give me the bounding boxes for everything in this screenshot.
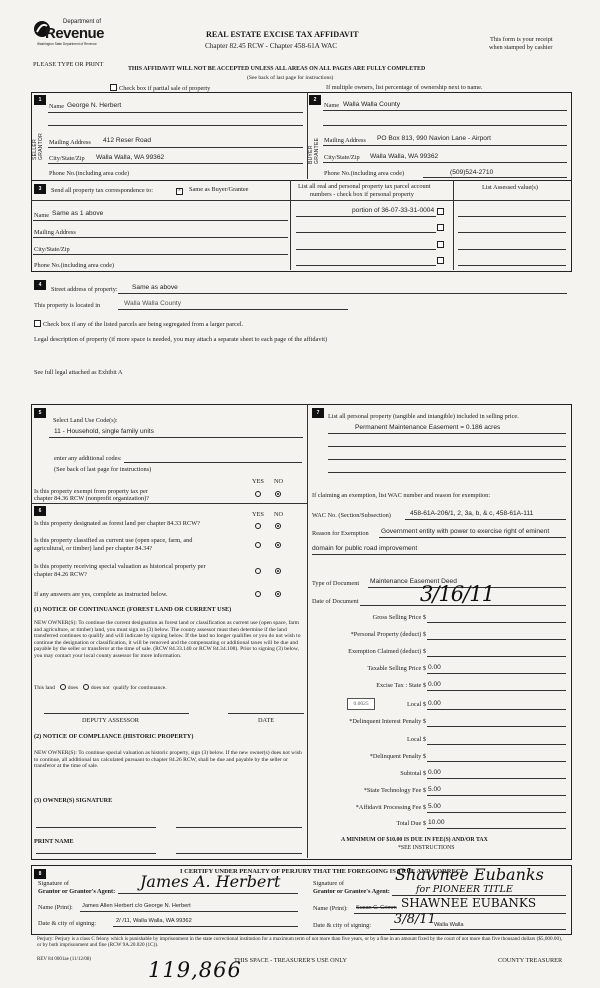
tax-row-underline [427,795,566,796]
grantor-date-label: Date & city of signing: [38,920,97,927]
section-8-marker: 8 [34,869,46,879]
correspondence-city-label: City/State/Zip [34,246,70,253]
compliance-text: NEW OWNER(S): To continue special valuation as historic property, sign (3) below. If the new owner(s) does not wish to continue, all additional tax calculated pursuant to chapter 84.26 RCW, shall be due and payable by the seller or transferor at the time of sale. [34,750,302,770]
print-name-title: PRINT NAME [34,838,74,845]
form-subtitle: Chapter 82.45 RCW - Chapter 458-61A WAC [205,42,338,50]
seller-phone-label: Phone No.(including area code) [49,170,130,177]
street-address-field[interactable]: Same as above [132,284,178,291]
section-2-marker: 2 [309,95,321,105]
tax-row-value[interactable]: 0.00 [428,681,441,688]
document-date-handwritten[interactable]: 3/16/11 [420,582,494,606]
exemption-reason-2[interactable]: domain for public road improvement [312,545,418,552]
certify-statement: I CERTIFY UNDER PENALTY OF PERJURY THAT THE FOREGOING IS TRUE AND CORRECT. [180,868,467,875]
receipt-note-2: when stamped by cashier [489,44,553,51]
partial-sale-label: Check box if partial sale of property [119,85,211,92]
send-correspondence-label: Send all property tax correspondence to: [51,187,153,194]
correspondence-phone-label: Phone No.(including area code) [34,262,115,269]
forest-land-question: Is this property designated as forest land per chapter 84.33 RCW? [34,520,200,527]
wac-label: WAC No. (Section/Subsection) [312,512,391,519]
exemption-reason-label: Reason for Exemption [312,530,369,537]
tax-row-value[interactable]: 0.00 [428,664,441,671]
grantee-date-label: Date & city of signing: [313,922,372,929]
tax-row-label: Local $ [406,701,426,708]
tax-row-underline [427,656,566,657]
partial-sale-checkbox[interactable] [110,84,117,91]
continuance-land-row [34,683,167,691]
grantor-name-field[interactable]: James Allen Herbert c/o George N. Herbert [82,903,191,909]
land-use-see-back: (See back of last page for instructions) [54,466,152,473]
forest-yes-radio[interactable] [255,523,261,529]
segregated-label: Check box if any of the listed parcels are being segregated from a larger parcel. [43,321,244,328]
historic-question-2: chapter 84.26 RCW? [34,571,87,578]
recording-number-handwritten: 119,866 [148,958,242,982]
seller-mailing-field[interactable]: 412 Reser Road [103,137,152,144]
complete-instruction: If any answers are yes, complete as instructed below. [34,591,168,598]
grantee-date-handwritten[interactable]: 3/8/11 [394,912,436,927]
tax-row-value[interactable]: 5.00 [428,803,441,810]
grantee-signature-note: for PIONEER TITLE [416,884,513,895]
seller-mailing-label: Mailing Address [49,139,91,146]
accounts-header-1: List all real and personal property tax parcel account [298,183,431,190]
complete-yes-radio[interactable] [255,591,261,597]
correspondence-name-label: Name [34,212,50,219]
county-treasurer-label: COUNTY TREASURER [498,957,563,964]
grantor-signature[interactable]: James A. Herbert [140,872,281,891]
complete-no-radio[interactable] [275,591,281,597]
grantee-name-struck: Susan C. Grimm [356,905,397,911]
section-1-marker: 1 [34,95,46,105]
buyer-side-label: BUYER GRANTEE [308,137,320,164]
tax-row-value[interactable]: 0.00 [428,700,441,707]
personal-property-label: List all personal property (tangible and intangible) included in selling price. [328,413,519,420]
grantor-sig-label-2: Grantor or Grantor's Agent: [38,888,116,895]
multiple-owners-note: If multiple owners, list percentage of ownership next to name. [326,84,483,91]
continuance-text: NEW OWNER(S): To continue the current designation as forest land or classification as current use (open space, farm and agriculture, or timber) land, you must sign on (3) below. The county assessor must then determine if the land transferred continues to qualify and will indicate by signing below. If the land no longer qualifies or you do not wish to continue the designation or classification, it will be removed and the compensating or additional taxes will be due and payable by the seller or transferor at the time of sale. (RCW 84.33.140 or RCW 84.34.108). Prior to signing (3) below, you may contact your local county assessor for more information. [34,620,301,659]
buyer-phone-field[interactable]: (509)524-2710 [450,169,494,176]
tax-row-label: Excise Tax : State $ [376,682,426,689]
designation-yes-header: YES [252,511,264,518]
see-instructions-note: *SEE INSTRUCTIONS [398,845,455,851]
tax-row-underline [427,778,566,779]
assessor-date-label: DATE [258,717,275,724]
receipt-note-1: This form is your receipt [490,36,553,43]
section-4-marker: 4 [34,280,46,290]
grantee-name-handwritten[interactable]: SHAWNEE EUBANKS [401,896,537,910]
designation-no-header: NO [274,511,284,518]
document-type-field[interactable]: Maintenance Easement Deed [370,578,457,585]
does-not-radio[interactable] [83,684,89,690]
seller-city-field[interactable]: Walla Walla, WA 99362 [96,154,165,161]
section-5-marker: 5 [34,408,46,418]
tax-row-label: Taxable Selling Price $ [367,665,426,672]
seller-city-label: City/State/Zip [49,155,85,162]
buyer-mailing-label: Mailing Address [324,137,366,144]
exemption-reason-1[interactable]: Government entity with power to exercise right of eminent [381,528,550,535]
tax-row-label: *Affidavit Processing Fee $ [355,804,426,811]
tax-row-underline [427,709,566,710]
exempt-no-header: NO [274,478,284,485]
perjury-notice [37,936,567,948]
tax-row-label: Exemption Claimed (deduct) $ [348,648,426,655]
form-title: REAL ESTATE EXCISE TAX AFFIDAVIT [206,30,359,39]
logo-tagline: Washington State Department of Revenue [37,42,97,46]
exempt-yes-radio[interactable] [255,491,261,497]
same-as-buyer-row[interactable] [176,186,248,195]
tax-row-value[interactable]: 0.00 [428,769,441,776]
tax-row-label: Gross Selling Price $ [372,614,426,621]
section-3-marker: 3 [34,184,46,194]
legal-description-label: Legal description of property (if more space is needed, you may attach a separate sheet to each page of the affidavit) [34,336,328,343]
please-type: PLEASE TYPE OR PRINT [33,61,104,68]
exemption-claim-label: If claiming an exemption, list WAC number and reason for exemption: [312,492,491,499]
rev-code: REV 84 0001ae (11/12/08) [37,957,92,962]
tax-row-underline [427,622,566,623]
located-in-label: This property is located in [34,302,101,309]
this-land-label: This land [34,685,55,691]
does-radio[interactable] [60,684,66,690]
buyer-name-field[interactable]: Walla Walla County [343,101,401,108]
exempt-question-1: Is this property exempt from property tax per [34,488,148,495]
grantor-sig-label-1: Signature of [38,880,69,887]
current-use-yes-radio[interactable] [255,542,261,548]
personal-property-field[interactable]: Permanent Maintenance Easement = 0.186 acres [355,424,501,431]
exempt-yes-header: YES [252,478,264,485]
does-label: does [67,685,79,691]
historic-yes-radio[interactable] [255,568,261,574]
perjury-text: Perjury: Perjury is a class C felony which is punishable by imprisonment in the state correctional institution for a maximum term of not more than five years, or by a fine in an amount fixed by the court of not more than five thousand dollars ($5,000.00), or by both imprisonment and fine (RCW 9A.20.020 (1C)). [37,936,563,949]
tax-row-underline [427,744,566,745]
local-rate-box[interactable] [347,698,375,710]
document-type-label: Type of Document [312,580,360,587]
tax-row-label: Total Due $ [396,820,426,827]
historic-no-radio[interactable] [275,568,281,574]
historic-question-1: Is this property receiving special valuation as historical property per [34,563,206,570]
logo-dept-text: Department of [63,19,102,25]
deputy-assessor-label: DEPUTY ASSESSOR [82,717,139,724]
compliance-title: (2) NOTICE OF COMPLIANCE (HISTORIC PROPERTY) [34,733,194,740]
owner-signature-title: (3) OWNER(S) SIGNATURE [34,797,113,804]
located-in-field[interactable]: Walla Walla County [124,300,182,307]
buyer-name-label: Name [324,102,340,109]
document-date-label: Date of Document [312,598,359,605]
seller-name-label: Name [49,103,65,110]
minimum-due-notice: A MINIMUM OF $10.00 IS DUE IN FEE(S) AND/OR TAX [341,837,488,843]
acceptance-warning: THIS AFFIDAVIT WILL NOT BE ACCEPTED UNLESS ALL AREAS ON ALL PAGES ARE FULLY COMPLETED [128,66,426,72]
segregated-row[interactable] [34,320,243,328]
continuance-title: (1) NOTICE OF CONTINUANCE (FOREST LAND OR CURRENT USE) [34,606,232,613]
assessed-header: List Assessed value(s) [482,184,538,191]
current-use-question-1: Is this property classified as current use (open space, farm, and [34,537,193,544]
grantee-name-label: Name (Print): [313,905,348,912]
tax-row-underline [427,673,566,674]
grantee-city-field[interactable]: Walla Walla [434,922,464,928]
grantor-name-label: Name (Print): [38,904,73,911]
tax-row-underline [427,828,566,829]
exempt-no-radio[interactable] [275,491,281,497]
correspondence-mailing-label: Mailing Address [34,229,76,236]
accounts-header-2: numbers - check box if personal property [310,191,414,198]
parcel-3-personal-checkbox[interactable] [437,241,444,248]
logo-word: Revenue [45,25,105,42]
qualify-label: qualify for continuance. [113,685,167,691]
grantor-date-field[interactable]: 2/ /11, Walla Walla, WA 99362 [116,918,192,924]
grantee-signature[interactable]: Shawnee Eubanks [395,865,544,884]
land-use-label: Select Land Use Code(s): [53,417,118,424]
buyer-city-label: City/State/Zip [324,154,360,161]
tax-row-underline [427,639,566,640]
correspondence-name-field[interactable]: Same as 1 above [52,210,104,217]
does-not-label: does not [90,685,110,691]
buyer-mailing-field[interactable]: PO Box 813, 990 Navion Lane - Airport [377,135,491,142]
section-6-marker: 6 [34,506,46,516]
legal-description-value: See full legal attached as Exhibit A [34,369,123,376]
seller-side-label: SELLER GRANTOR [32,132,44,160]
parcel-1-personal-checkbox[interactable] [437,208,444,215]
street-address-label: Street address of property: [51,286,118,293]
tax-row-label: *Delinquent Penalty $ [369,753,426,760]
additional-codes-label: enter any additional codes: [54,455,122,462]
tax-row-label: Subtotal $ [400,770,426,777]
tax-row-underline [427,812,566,813]
parcel-number-field[interactable]: portion of 36-07-33-31-0004 [352,207,435,214]
tax-row-value[interactable]: 10.00 [428,819,445,826]
exempt-question-2: chapter 84.36 RCW (nonprofit organization)? [34,495,150,502]
tax-row-underline [427,726,566,727]
buyer-phone-label: Phone No.(including area code) [324,170,405,177]
tax-row-underline [427,761,566,762]
grantee-sig-label-1: Signature of [313,880,344,887]
same-as-buyer-label: Same as Buyer/Grantee [189,186,249,193]
tax-row-label: *State Technology Fee $ [363,787,426,794]
tax-row-underline [427,690,566,691]
tax-row-value[interactable]: 5.00 [428,786,441,793]
same-as-buyer-checkbox[interactable]: × [177,188,182,194]
tax-row-label: Local $ [406,736,426,743]
current-use-question-2: agricultural, or timber) land per chapter 84.34? [34,545,153,552]
wac-field[interactable]: 458-61A-206/1, 2, 3a, b, & c, 458-61A-111 [410,510,534,517]
treasurer-only-note: THIS SPACE - TREASURER'S USE ONLY [234,957,347,964]
parcel-4-personal-checkbox[interactable] [437,257,444,264]
buyer-city-field[interactable]: Walla Walla, WA 99362 [370,153,439,160]
section-7-marker: 7 [312,408,324,418]
current-use-no-radio[interactable] [275,542,281,548]
segregated-checkbox[interactable] [34,320,41,327]
grantee-sig-label-2: Grantor or Grantee's Agent: [313,888,390,895]
see-back-instructions: (See back of last page for instructions) [247,75,334,81]
forest-no-radio[interactable] [275,523,281,529]
land-use-code-field[interactable]: 11 - Household, single family units [54,428,154,435]
tax-row-label: *Delinquent Interest Penalty $ [349,718,426,725]
partial-sale-checkbox-row[interactable] [110,84,210,92]
tax-row-label: *Personal Property (deduct) $ [350,631,426,638]
revenue-logo [33,16,113,50]
local-rate-value: 0.0025 [353,701,369,707]
seller-name-field[interactable]: George N. Herbert [67,102,122,109]
parcel-2-personal-checkbox[interactable] [437,224,444,231]
